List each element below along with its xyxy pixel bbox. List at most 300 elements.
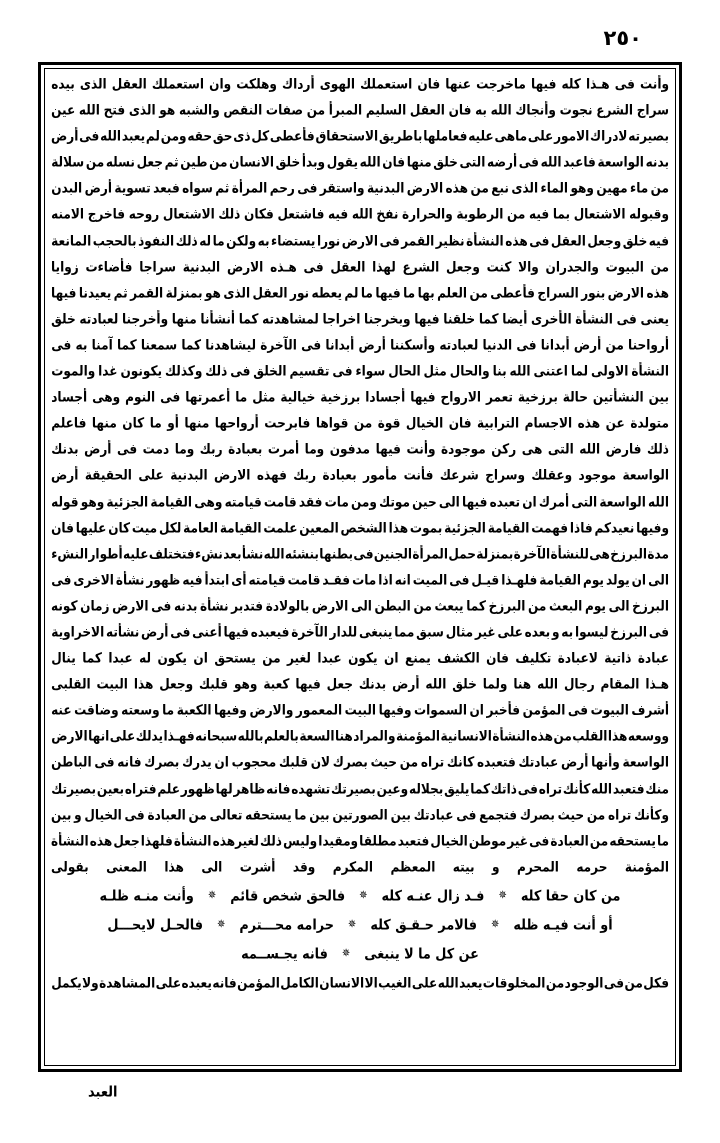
- body-word: الصورتين: [332, 806, 388, 823]
- body-word: لاعبادة: [557, 650, 598, 667]
- body-word: حقه: [187, 128, 213, 145]
- body-word: كما: [82, 650, 102, 667]
- body-word: يقول: [326, 154, 359, 171]
- body-word: استعملك: [360, 76, 413, 93]
- body-word: وهى: [92, 389, 121, 406]
- body-word: فى: [301, 337, 322, 354]
- body-word: بنور: [581, 284, 606, 301]
- body-word: فأعطى: [269, 128, 315, 145]
- body-word: السعة: [299, 728, 335, 745]
- body-word: الشرع: [402, 258, 440, 275]
- body-word: خلقنا: [443, 311, 476, 327]
- body-word: يعطه: [311, 284, 342, 301]
- body-word: ان: [469, 702, 484, 719]
- body-word: ما: [149, 415, 162, 432]
- body-word: يدلك: [135, 728, 164, 745]
- body-word: مطلقا: [359, 832, 397, 849]
- body-word: وسراج: [485, 467, 525, 484]
- body-word: فتح: [103, 102, 126, 119]
- body-word: الجزئية: [444, 519, 486, 536]
- body-word: البدنية: [366, 180, 405, 197]
- body-word: المعظم: [390, 858, 436, 875]
- body-line: [51, 226, 669, 256]
- body-word: القلبى: [51, 676, 91, 693]
- body-word: أرواحها: [214, 415, 259, 432]
- body-word: له: [199, 232, 212, 249]
- body-word: موتك: [379, 493, 410, 510]
- body-word: هذه: [577, 415, 601, 432]
- body-word: ثم: [113, 284, 128, 301]
- body-word: منها: [406, 154, 432, 171]
- body-word: نظير: [435, 232, 465, 249]
- body-word: الميت: [412, 571, 448, 588]
- body-word: يعبد: [121, 128, 146, 145]
- body-word: الأخرى: [531, 311, 572, 327]
- body-word: وأنت: [406, 441, 436, 458]
- body-word: فى: [616, 311, 637, 327]
- body-word: علمت: [263, 519, 298, 536]
- body-word: وهو: [233, 676, 258, 693]
- body-word: العبادة: [550, 832, 589, 849]
- body-word: البرزخ: [610, 624, 648, 641]
- body-word: أرض: [560, 754, 589, 771]
- body-word: المؤمنة: [395, 728, 441, 745]
- body-line: [51, 800, 669, 830]
- body-word: وفيها: [214, 702, 247, 719]
- body-word: من: [399, 754, 419, 771]
- body-word: دمت: [142, 441, 170, 458]
- body-word: لهذا: [372, 258, 396, 275]
- body-word: الارض: [311, 598, 349, 615]
- body-word: البيوت: [590, 702, 629, 719]
- body-word: الشرع: [596, 102, 634, 119]
- body-word: الله: [263, 545, 285, 562]
- body-word: يوم: [584, 598, 606, 615]
- body-word: سبحانه: [195, 728, 238, 745]
- body-word: هـذا: [585, 76, 610, 93]
- body-word: الارض: [607, 284, 645, 301]
- body-word: بين: [51, 806, 72, 823]
- body-word: فاعلم: [51, 415, 87, 432]
- body-word: ابتدأ: [204, 571, 230, 588]
- body-word: المرأة: [231, 180, 268, 197]
- body-word: فى: [230, 363, 251, 380]
- body-line: [51, 774, 669, 804]
- body-word: الدنيا: [482, 337, 513, 354]
- body-word: مثال: [445, 624, 474, 641]
- body-word: تقسيم: [289, 363, 330, 380]
- body-word: تكليف: [515, 650, 552, 667]
- body-word: الواسعة: [622, 467, 669, 484]
- body-word: كان: [108, 519, 131, 536]
- body-word: بما: [552, 206, 571, 223]
- body-word: من: [528, 598, 547, 615]
- body-word: فى: [456, 806, 477, 823]
- body-word: ما: [235, 389, 248, 406]
- body-word: النشأة: [51, 832, 89, 849]
- body-word: فيها: [531, 76, 557, 93]
- body-word: أرواحنا: [628, 337, 669, 354]
- body-word: المحرم: [516, 858, 559, 875]
- body-word: حمل: [448, 545, 476, 562]
- body-word: النشأة: [466, 232, 504, 249]
- body-word: عبادة: [637, 650, 669, 667]
- body-word: الى: [350, 598, 372, 615]
- body-word: مات: [324, 493, 349, 510]
- body-word: قيامته: [248, 571, 286, 588]
- body-word: بنشئه: [284, 545, 319, 562]
- body-word: ذلك: [646, 441, 669, 458]
- body-word: يدرك: [182, 754, 212, 771]
- body-word: ولما: [482, 676, 508, 693]
- body-word: العلم: [437, 284, 468, 301]
- body-word: سبق: [416, 624, 444, 641]
- body-word: انه: [394, 571, 411, 588]
- body-word: فيها: [223, 624, 249, 641]
- body-word: السليم: [365, 102, 407, 119]
- body-word: بالحجب: [92, 232, 137, 249]
- body-word: هى: [521, 441, 543, 458]
- body-word: فى: [648, 624, 669, 641]
- body-word: ان: [384, 650, 399, 667]
- body-word: الى: [201, 858, 223, 875]
- body-word: الله: [490, 102, 512, 119]
- body-word: فى: [51, 571, 72, 588]
- verse-hemistich: عن كل ما لا ينبغى: [364, 946, 479, 964]
- body-word: هذه: [530, 728, 553, 745]
- body-word: فى: [160, 389, 181, 406]
- body-word: اذا: [378, 571, 393, 588]
- body-word: عين: [51, 102, 76, 119]
- body-word: الانسان: [229, 154, 274, 171]
- body-word: فتراه: [124, 780, 157, 797]
- body-word: وان: [209, 76, 232, 93]
- body-word: واستقر: [319, 180, 365, 197]
- body-word: خلق: [452, 676, 477, 693]
- body-word: بصيرتك: [51, 780, 97, 797]
- body-word: حيث: [557, 806, 585, 823]
- body-word: فى: [614, 76, 635, 93]
- body-word: تراه: [420, 754, 445, 771]
- body-word: يعبده: [181, 975, 212, 992]
- body-word: العامة: [183, 519, 219, 536]
- body-word: التى: [459, 154, 486, 171]
- body-word: تشهده: [291, 780, 331, 797]
- body-word: بعبادة: [228, 441, 263, 458]
- body-word: فيها: [295, 676, 321, 693]
- body-word: فهـذا: [163, 728, 195, 745]
- body-word: ذلك: [175, 232, 198, 249]
- body-word: يعيدنا: [78, 284, 112, 301]
- body-word: سراجا: [139, 258, 177, 275]
- body-word: فاعبد: [563, 154, 596, 171]
- body-word: باطريق: [378, 128, 423, 145]
- body-word: والشبه: [178, 102, 220, 119]
- body-word: الواسعة: [599, 493, 646, 510]
- body-word: فهذه: [256, 467, 287, 484]
- body-word: يستحقه: [609, 832, 656, 849]
- body-word: فيها: [410, 389, 436, 406]
- verse-ornament-icon: ✵: [490, 918, 500, 931]
- body-word: بعين: [96, 780, 125, 797]
- body-word: أطوار: [88, 545, 123, 562]
- body-word: الذى: [511, 180, 539, 197]
- body-word: انها: [88, 728, 110, 745]
- body-word: بين: [648, 389, 669, 406]
- body-word: الترابية: [477, 415, 520, 432]
- body-line: [51, 252, 669, 282]
- body-word: عليه: [468, 128, 494, 145]
- body-word: الحقيقة: [84, 467, 132, 484]
- body-word: فأخبر: [486, 702, 521, 719]
- body-word: العقل: [252, 284, 288, 301]
- body-word: هذه: [646, 284, 669, 301]
- body-word: وعين: [376, 780, 409, 797]
- body-word: قلبك: [278, 754, 308, 771]
- body-word: فانه: [117, 754, 142, 771]
- body-word: النفوذ: [138, 232, 175, 249]
- body-word: ينال: [51, 650, 76, 667]
- body-word: زمان: [80, 598, 110, 615]
- body-word: ينبغى: [358, 624, 393, 641]
- body-word: للنشأة: [550, 545, 589, 562]
- body-word: أرض: [51, 128, 79, 145]
- body-word: وأنها: [591, 754, 620, 771]
- body-word: طين: [180, 154, 208, 171]
- body-word: الواسعة: [597, 154, 644, 171]
- body-word: من: [262, 650, 281, 667]
- body-word: عن: [605, 415, 625, 432]
- body-word: وهى: [194, 493, 223, 510]
- body-word: من: [586, 806, 606, 823]
- body-word: نسله: [105, 154, 135, 171]
- body-word: الخيال: [430, 832, 468, 849]
- body-word: النشء: [51, 545, 89, 562]
- body-word: ظاهر: [233, 780, 266, 797]
- body-word: ما: [656, 832, 669, 849]
- body-word: القمر: [130, 284, 164, 301]
- body-word: الكشف: [437, 650, 480, 667]
- body-word: الشخص: [340, 519, 387, 536]
- body-word: المعمور: [295, 702, 343, 719]
- body-word: أرض: [358, 337, 386, 354]
- body-word: كما: [181, 337, 202, 354]
- body-word: فى: [529, 232, 550, 249]
- body-word: أمرك: [538, 493, 570, 510]
- body-word: ما: [162, 702, 175, 719]
- body-word: الا: [364, 975, 378, 992]
- body-word: لان: [310, 754, 331, 771]
- body-word: العقل: [409, 102, 445, 119]
- body-word: ربك: [293, 467, 317, 484]
- body-word: آمنا: [91, 337, 113, 354]
- body-line: [51, 826, 669, 856]
- body-word: الله: [437, 975, 459, 992]
- body-word: فيها: [414, 311, 440, 327]
- body-word: البرزخ: [610, 545, 648, 562]
- body-word: لها: [215, 780, 233, 797]
- body-word: سلالة: [51, 154, 85, 171]
- body-word: مدة: [647, 545, 669, 562]
- body-word: الله: [579, 441, 601, 458]
- body-word: ربك: [199, 441, 223, 458]
- verse-hemistich: فالامر حـقـق كله: [370, 917, 477, 935]
- body-word: فيها: [375, 441, 401, 458]
- body-word: أعمرتها: [185, 389, 231, 406]
- body-word: لادراك: [590, 128, 628, 145]
- body-word: فيه: [529, 206, 550, 223]
- body-word: الله: [359, 154, 381, 171]
- body-word: ماخرجت: [476, 76, 526, 93]
- body-word: بصيرته: [628, 128, 669, 145]
- body-word: برزخية: [517, 389, 558, 406]
- body-word: الآخرة: [291, 624, 328, 641]
- body-word: بيده: [51, 76, 75, 93]
- body-word: به: [475, 102, 487, 119]
- body-word: الجزئية: [106, 493, 149, 510]
- body-word: على: [527, 128, 554, 145]
- body-word: الله: [540, 154, 562, 171]
- body-line: [51, 968, 669, 998]
- body-word: فتعبد: [612, 780, 645, 797]
- body-word: الله: [537, 676, 559, 693]
- body-word: البيت: [344, 702, 377, 719]
- body-word: يعنى: [640, 311, 669, 327]
- body-word: نور: [289, 284, 310, 301]
- body-word: وكأنك: [634, 806, 669, 823]
- body-word: الاخرى: [73, 571, 114, 588]
- body-word: بعده: [524, 624, 551, 641]
- body-line: [51, 487, 669, 517]
- body-word: فى: [379, 232, 400, 249]
- body-word: فى: [517, 780, 538, 797]
- body-word: فى: [353, 545, 374, 562]
- body-word: فى: [449, 571, 470, 588]
- body-word: و: [551, 624, 560, 641]
- body-word: فعاملها: [423, 128, 468, 145]
- body-word: اخراجا: [322, 311, 361, 327]
- text-frame-outer-rule: [38, 62, 682, 1072]
- body-word: بالولادة: [265, 598, 310, 615]
- body-word: بين: [309, 806, 330, 823]
- body-word: كعبة: [263, 676, 290, 693]
- body-word: والارض: [249, 702, 294, 719]
- body-word: خلق: [275, 154, 301, 171]
- body-word: والحال: [449, 363, 490, 380]
- body-word: يكمل: [51, 975, 82, 992]
- body-word: فان: [382, 154, 406, 171]
- body-word: الارض: [226, 258, 264, 275]
- body-word: التى: [547, 441, 574, 458]
- body-word: عليه: [123, 545, 149, 562]
- body-word: الارض: [51, 728, 88, 745]
- body-word: مات: [352, 571, 377, 588]
- body-word: نشأ: [241, 545, 264, 562]
- body-word: أرض: [573, 337, 602, 354]
- body-word: المؤمن: [522, 702, 566, 719]
- body-word: هـذه: [270, 258, 297, 275]
- body-word: موجودة: [441, 441, 486, 458]
- body-word: هذه: [505, 232, 528, 249]
- body-word: مهين: [596, 180, 628, 197]
- body-word: منها: [91, 415, 117, 432]
- body-line: [51, 513, 669, 543]
- body-word: ذلك: [218, 206, 241, 223]
- verse-ornament-icon: ✵: [216, 918, 226, 931]
- body-word: صفات: [265, 102, 304, 119]
- body-word: فأعطى: [490, 284, 535, 301]
- body-word: وليس: [283, 832, 318, 849]
- body-word: وعقلك: [531, 467, 573, 484]
- body-word: ولا: [82, 975, 99, 992]
- body-word: للدار: [329, 624, 358, 641]
- body-word: مما: [394, 624, 415, 641]
- body-word: كله: [561, 76, 581, 93]
- body-word: لعبادته: [439, 337, 479, 354]
- body-word: المعين: [299, 519, 339, 536]
- body-word: وهلكت: [236, 76, 277, 93]
- body-word: وأنت: [639, 76, 669, 93]
- body-word: وجعل: [587, 232, 622, 249]
- body-word: قامت: [263, 493, 297, 510]
- body-text-block: [51, 73, 669, 1063]
- body-word: فى: [94, 754, 115, 771]
- body-word: تعمر: [485, 389, 513, 406]
- body-word: أنشأنا: [200, 311, 236, 327]
- body-word: يكون: [348, 650, 378, 667]
- body-word: هـذا: [645, 676, 669, 693]
- body-word: علم: [157, 780, 181, 797]
- body-word: وأخرجنا: [121, 311, 169, 327]
- body-word: الذى: [79, 76, 107, 93]
- body-word: هو: [159, 102, 176, 119]
- body-word: يعبد: [459, 975, 483, 992]
- body-word: عنه: [51, 702, 72, 719]
- body-word: فيها: [375, 284, 401, 301]
- body-line: [51, 200, 669, 230]
- body-word: وبدأ: [301, 154, 326, 171]
- body-word: ومقيدا: [318, 832, 359, 849]
- body-word: أرض: [392, 676, 420, 693]
- body-word: روحه: [128, 206, 160, 223]
- body-word: بدنك: [358, 676, 387, 693]
- body-word: الآخرة: [260, 337, 297, 354]
- body-word: بالعلم: [263, 728, 299, 745]
- body-word: أرداك: [282, 76, 315, 93]
- verse-hemistich: فالحق شخص قائم: [230, 888, 346, 906]
- body-word: الهوى: [319, 76, 356, 93]
- body-word: أجسادا: [365, 389, 406, 406]
- body-word: وقد: [292, 858, 316, 875]
- body-word: من: [589, 832, 609, 849]
- body-word: نشأة: [115, 571, 145, 588]
- body-word: البيوت: [605, 258, 644, 275]
- body-word: كأنك: [562, 780, 591, 797]
- verse-line: [51, 938, 669, 970]
- verse-hemistich: فانه يجـســمه: [241, 946, 328, 964]
- body-word: الوجود: [564, 975, 604, 992]
- body-word: وسعته: [121, 702, 160, 719]
- body-word: التى: [571, 493, 598, 510]
- body-word: قواها: [315, 415, 349, 432]
- verse-ornament-icon: ✵: [207, 889, 217, 902]
- body-word: البرزخ: [632, 598, 669, 615]
- body-word: حرمه: [576, 858, 608, 875]
- body-word: فتعبد: [397, 832, 430, 849]
- body-word: المؤمنة: [624, 858, 669, 875]
- body-word: تراه: [607, 806, 632, 823]
- body-word: الكامل: [280, 975, 319, 992]
